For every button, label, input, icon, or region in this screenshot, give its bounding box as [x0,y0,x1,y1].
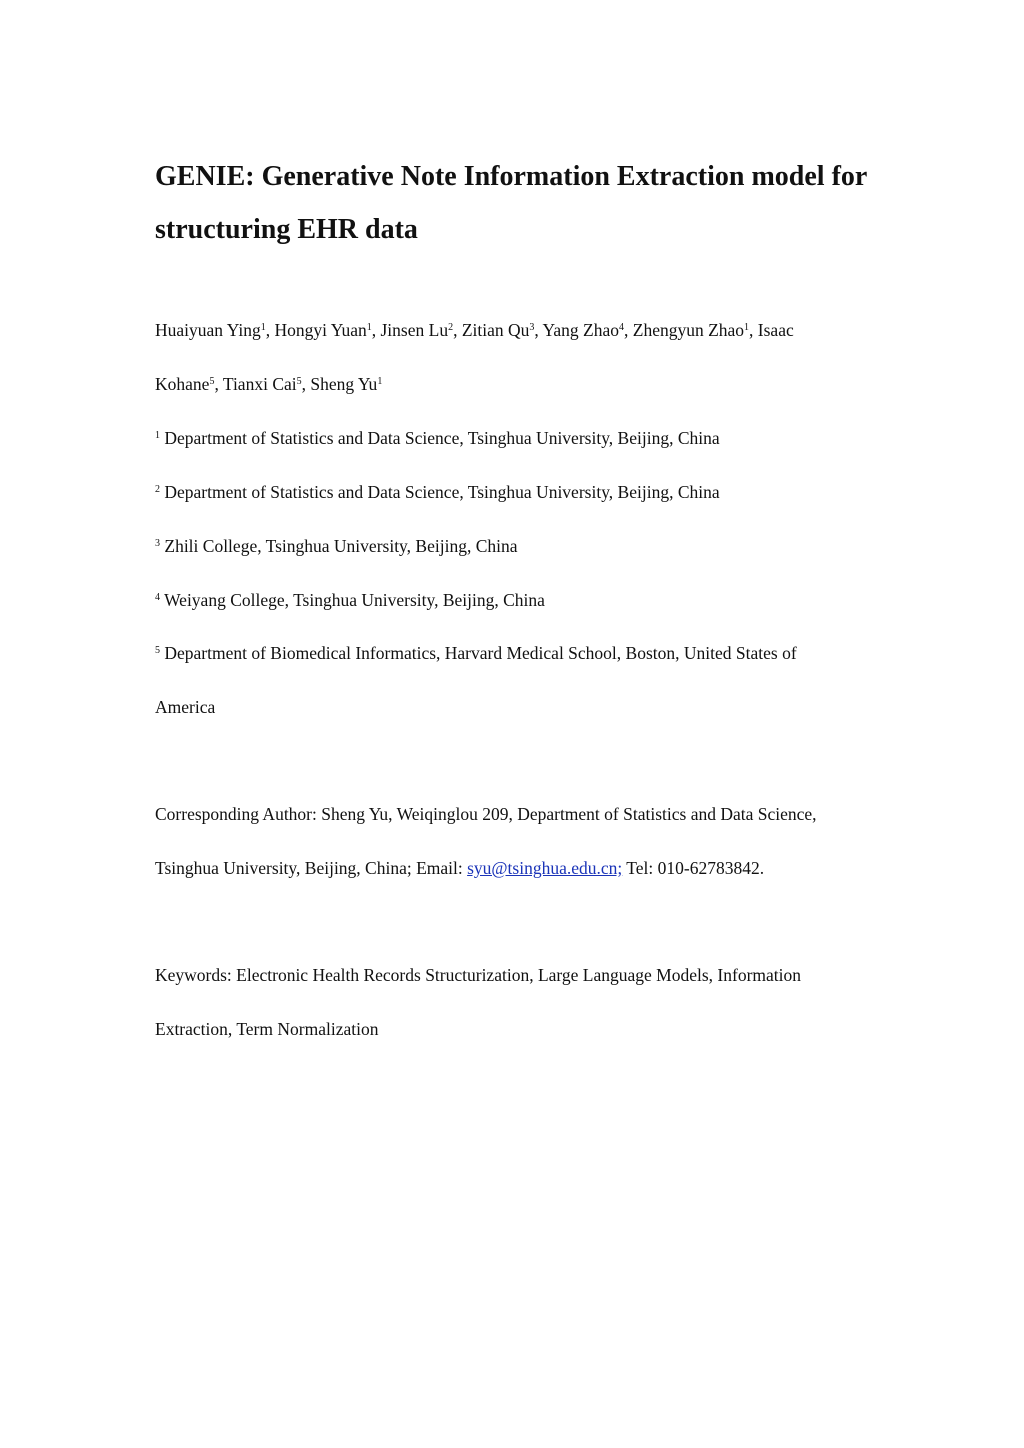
affiliation-4 [155,588,875,612]
affiliation-5-continued [155,695,875,719]
author-name: Jinsen Lu [380,320,449,340]
keywords-line-2 [155,1017,875,1041]
paper-title [155,150,875,256]
author-name: Yang Zhao [542,320,619,340]
author-name-part: Isaac [757,320,794,340]
corresponding-author-line-1 [155,802,875,826]
author-affiliation-mark: 3 [529,322,535,333]
author-affiliation-mark: 5 [209,376,215,387]
author-name: Sheng Yu [310,374,378,394]
affiliation-number: 4 [155,592,160,603]
affiliation-number: 1 [155,430,160,441]
title-line-1: GENIE: Generative Note Information Extraction model for [155,161,868,192]
telephone-text: Tel: 010-62783842. [622,858,765,878]
author-name: Zhengyun Zhao [632,320,745,340]
affiliation-number: 2 [155,484,160,495]
author-affiliation-mark: 5 [296,376,302,387]
affiliation-2 [155,480,875,504]
affiliation-3 [155,534,875,558]
corresponding-author-line-2 [155,856,875,880]
corresponding-author-text: Corresponding Author: Sheng Yu, Weiqinglou 209, Department of Statistics and Data Science, [155,804,817,824]
affiliation-text: Department of Biomedical Informatics, Harvard Medical School, Boston, United States of [164,643,797,663]
author-affiliation-mark: 1 [260,322,266,333]
email-link[interactable]: syu@tsinghua.edu.cn; [467,858,623,878]
affiliation-text: Department of Statistics and Data Science, Tsinghua University, Beijing, China [164,428,720,448]
author-name: Huaiyuan Ying [155,320,261,340]
author-name-part: Kohane [155,374,210,394]
keywords-text: Keywords: Electronic Health Records Structurization, Large Language Models, Information [155,965,802,985]
keywords-text: Extraction, Term Normalization [155,1019,379,1039]
affiliation-5 [155,641,875,665]
affiliation-1 [155,426,875,450]
author-name: Hongyi Yuan [274,320,367,340]
author-name: Tianxi Cai [222,374,297,394]
affiliation-text: America [155,697,216,717]
corresponding-author-text: Tsinghua University, Beijing, China; Email: [155,858,468,878]
author-list-line-1: Huaiyuan Ying$^1$, Hongyi Yuan$^1$, Jinsen Lu$^2$, Zitian Qu$^3$, Yang Zhao$^4$, Zhengyun Zhao$^1$, Isaac [155,320,794,340]
affiliation-text: Department of Statistics and Data Science, Tsinghua University, Beijing, China [164,482,720,502]
affiliation-text: Zhili College, Tsinghua University, Beijing, China [164,536,518,556]
affiliation-number: 3 [155,538,160,549]
author-affiliation-mark: 1 [366,322,372,333]
author-affiliation-mark: 1 [377,376,383,387]
author-name: Zitian Qu [461,320,530,340]
keywords-line-1 [155,963,875,987]
author-affiliation-mark: 4 [619,322,624,333]
title-line-2: structuring EHR data [155,214,418,245]
author-list-line-2: Kohane$^5$, Tianxi Cai$^5$, Sheng Yu$^1$ [155,374,383,394]
affiliation-text: Weiyang College, Tsinghua University, Beijing, China [164,590,545,610]
author-affiliation-mark: 1 [744,322,750,333]
author-affiliation-mark: 2 [448,322,454,333]
affiliation-number: 5 [155,645,160,656]
